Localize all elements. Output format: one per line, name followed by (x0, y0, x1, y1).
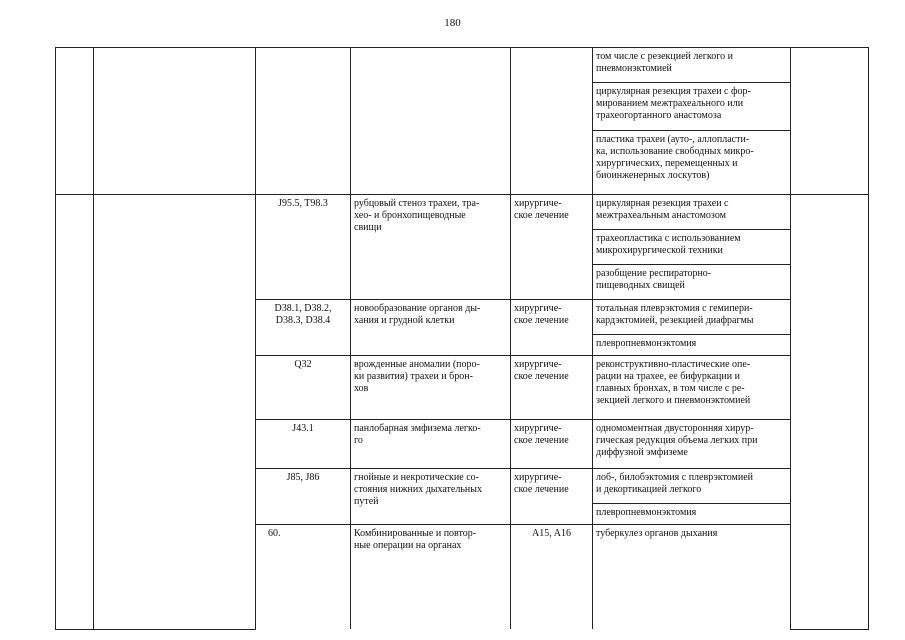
cell-method: лоб-, билобэктомия с плеврэктомией и декортикацией легкого (593, 469, 791, 504)
cell-diagnosis (351, 48, 511, 195)
cell-diagnosis: врожденные аномалии (поро- ки развития) трахеи и брон- хов (351, 356, 511, 420)
cell-diagnosis: панлобарная эмфизема легко- го (351, 420, 511, 469)
cell-treatment (511, 48, 593, 195)
cell-method: реконструктивно-пластические опе- рации на трахее, ее бифуркации и главных бронхах, в том числе с ре- зекцией легкого и пневмонэктомией (593, 356, 791, 420)
cell-name (94, 48, 256, 195)
cell-treatment: хирургиче- ское лечение (511, 195, 593, 300)
cell-code: J95.5, T98.3 (256, 195, 351, 300)
cell-treatment: хирургиче- ское лечение (511, 356, 593, 420)
cell-code: J85, J86 (256, 469, 351, 525)
cell-code: J43.1 (256, 420, 351, 469)
cell-cost (791, 48, 869, 195)
cell-code: Q32 (256, 356, 351, 420)
cell-method: циркулярная резекция трахеи с межтрахеальным анастомозом (593, 195, 791, 230)
cell-name: Комбинированные и повтор- ные операции на органах (351, 525, 511, 630)
cell-method: разобщение респираторно- пищеводных свищей (593, 265, 791, 300)
cell-diagnosis: рубцовый стеноз трахеи, тра- хео- и бронхопищеводные свищи (351, 195, 511, 300)
cell-num: 60. (256, 525, 351, 630)
table-row (56, 195, 869, 230)
cell-method: трахеопластика с использованием микрохирургической техники (593, 230, 791, 265)
cell-treatment: хирургиче- ское лечение (511, 469, 593, 525)
cell-method: циркулярная резекция трахеи с фор- мированием межтрахеального или трахеогортанного анастомоза (593, 83, 791, 131)
cell-cost (791, 195, 869, 630)
cell-method: тотальная плеврэктомия с гемипери- кардэктомией, резекцией диафрагмы (593, 300, 791, 335)
cell-code (256, 48, 351, 195)
cell-diagnosis: гнойные и некротические со- стояния нижних дыхательных путей (351, 469, 511, 525)
cell-treatment: хирургиче- ское лечение (511, 300, 593, 356)
cell-method: плевропневмонэктомия (593, 335, 791, 356)
cell-num (56, 195, 94, 630)
treatment-table (55, 47, 869, 630)
cell-code: D38.1, D38.2, D38.3, D38.4 (256, 300, 351, 356)
cell-method: том числе с резекцией легкого и пневмонэктомией (593, 48, 791, 83)
page-number: 180 (444, 17, 461, 29)
table-row (56, 48, 869, 83)
cell-treatment: хирургиче- ское лечение (511, 420, 593, 469)
cell-method: пластика трахеи (ауто-, аллопласти- ка, использование свободных микро- хирургических, перемещенных и биоинженерных лоскутов) (593, 131, 791, 195)
cell-num (56, 48, 94, 195)
cell-method: одномоментная двусторонняя хирур- гическая редукция объема легких при диффузной эмфиземе (593, 420, 791, 469)
cell-code: A15, A16 (511, 525, 593, 630)
cell-name (94, 195, 256, 630)
cell-method: плевропневмонэктомия (593, 504, 791, 525)
cell-diagnosis: новообразование органов ды- хания и грудной клетки (351, 300, 511, 356)
cell-diagnosis: туберкулез органов дыхания (593, 525, 791, 630)
